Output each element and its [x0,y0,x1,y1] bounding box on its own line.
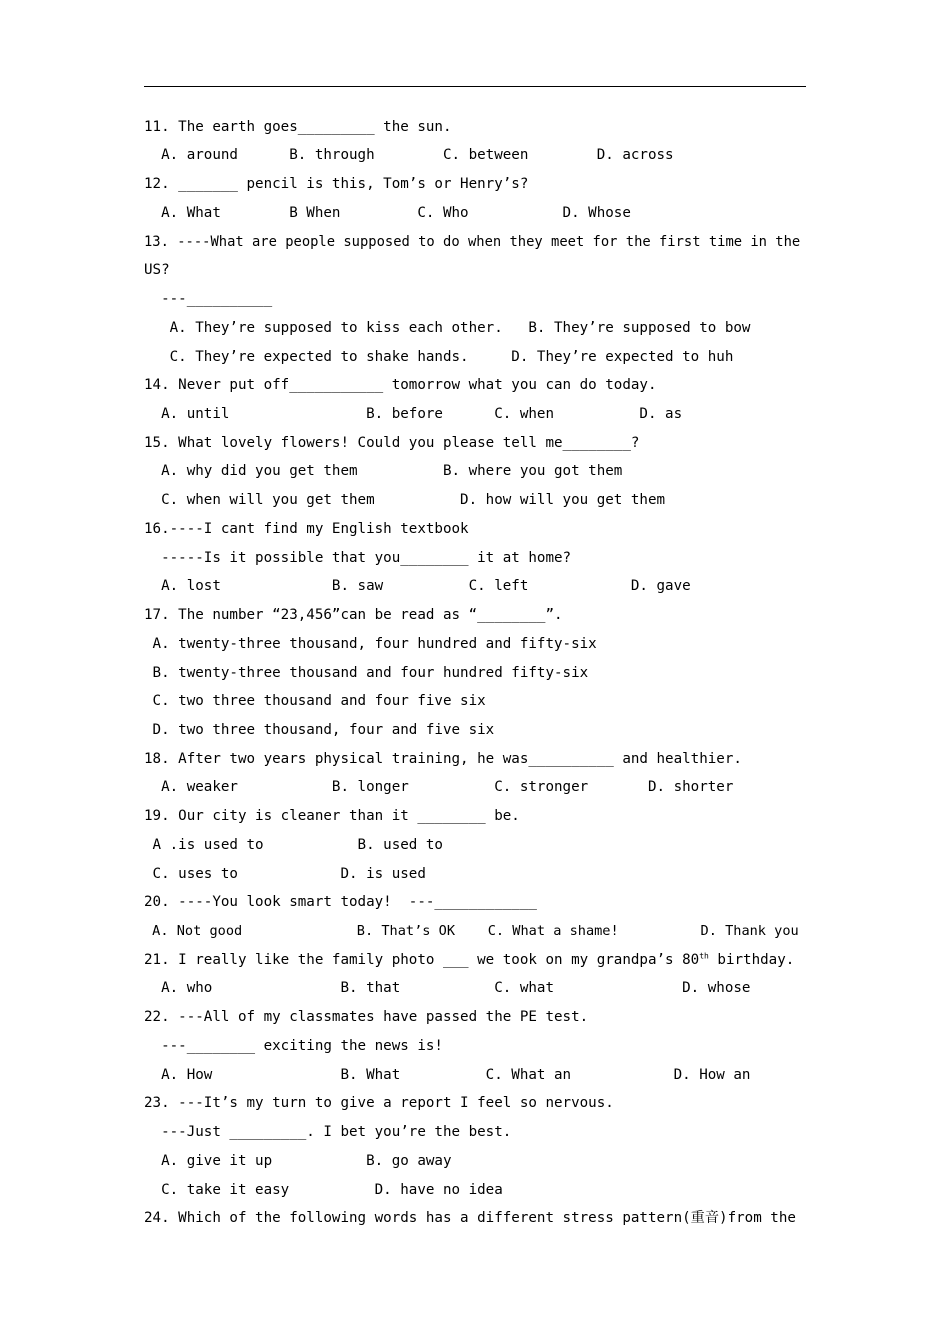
text-line: ---________ exciting the news is! [144,1038,443,1054]
text-line: 12. _______ pencil is this, Tom’s or Henry’s? [144,176,529,192]
text-line: C. two three thousand and four five six [144,693,486,709]
text-line: A. They’re supposed to kiss each other. B. They’re supposed to bow [144,320,751,336]
text-line: -----Is it possible that you________ it at home? [144,550,572,566]
line-21-tail: birthday. [708,952,795,968]
text-line: A. What B When C. Who D. Whose [144,205,631,221]
text-line: ---Just _________. I bet you’re the best. [144,1124,512,1140]
header-rule [144,86,806,87]
text-line: A .is used to B. used to [144,837,443,853]
text-line: A. twenty-three thousand, four hundred and fifty-six [144,636,597,652]
text-line: C. when will you get them D. how will you get them [144,492,666,508]
text-line: 23. ---It’s my turn to give a report I feel so nervous. [144,1095,614,1111]
text-line: 17. The number “23,456”can be read as “________”. [144,607,563,623]
text-line: C. take it easy D. have no idea [144,1182,503,1198]
text-line: A. until B. before C. when D. as [144,406,683,422]
text-line: 24. Which of the following words has a different stress pattern(重音)from the [144,1210,796,1226]
text-line [144,950,794,970]
text-line: B. twenty-three thousand and four hundred fifty-six [144,665,589,681]
text-line: A. give it up B. go away [144,1153,452,1169]
text-line: ---__________ [144,291,273,307]
text-line: 22. ---All of my classmates have passed the PE test. [144,1009,589,1025]
text-line: A. around B. through C. between D. across [144,147,674,163]
text-line: A. weaker B. longer C. stronger D. shorter [144,779,734,795]
text-line: 14. Never put off___________ tomorrow what you can do today. [144,377,657,393]
text-line: A. why did you get them B. where you got them [144,463,623,479]
text-line: 18. After two years physical training, he was__________ and healthier. [144,751,742,767]
text-line: C. uses to D. is used [144,866,426,882]
ordinal-suffix: th [699,951,709,961]
text-line: A. How B. What C. What an D. How an [144,1067,751,1083]
text-line: D. two three thousand, four and five six [144,722,495,738]
text-line: 13. ----What are people supposed to do when they meet for the first time in the [144,234,801,250]
text-line: 15. What lovely flowers! Could you please tell me________? [144,435,640,451]
text-line: 20. ----You look smart today! ---____________ [144,894,537,910]
text-line: C. They’re expected to shake hands. D. They’re expected to huh [144,349,734,365]
text-line: A. Not good B. That’s OK C. What a shame! D. Thank you [144,923,799,939]
text-line: A. lost B. saw C. left D. gave [144,578,691,594]
text-line: US? [144,262,170,278]
text-line: 19. Our city is cleaner than it ________ be. [144,808,520,824]
text-line: 16.----I cant find my English textbook [144,521,469,537]
line-21-text: 21. I really like the family photo ___ we took on my grandpa’s 80 [144,952,700,968]
text-line: 11. The earth goes_________ the sun. [144,119,452,135]
text-line: A. who B. that C. what D. whose [144,980,751,996]
